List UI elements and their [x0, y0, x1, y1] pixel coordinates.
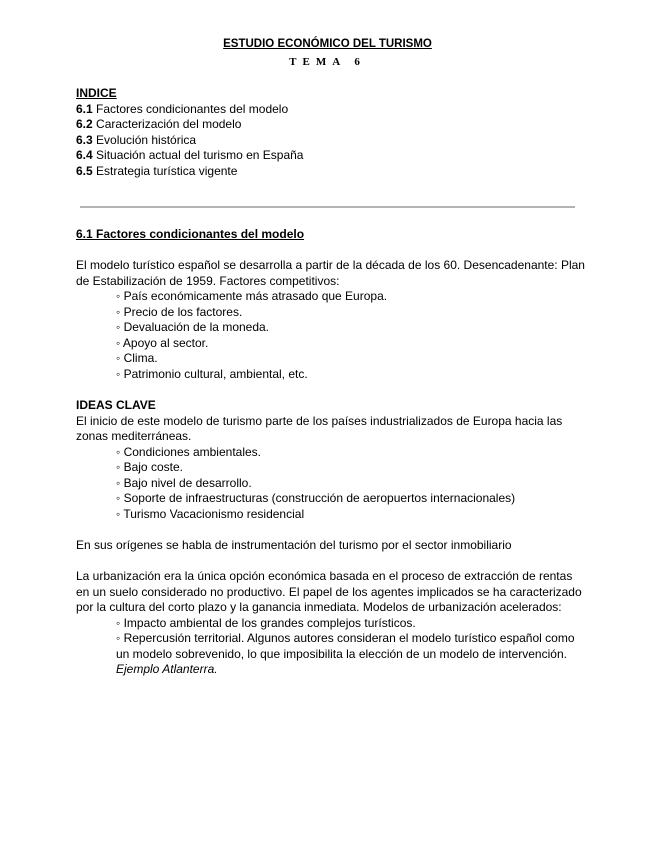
list-item: ◦ Precio de los factores.	[116, 304, 243, 319]
paragraph-line: La urbanización era la única opción económica basada en el proceso de extracción de rentas	[76, 569, 573, 583]
index-item	[76, 164, 586, 180]
index-item-number: 6.1	[76, 101, 93, 116]
list-item: ◦ Soporte de infraestructuras (construcción de aeropuertos internacionales)	[116, 491, 516, 505]
index-item	[76, 148, 586, 164]
index-heading: INDICE	[76, 86, 117, 100]
ideas-list	[116, 445, 596, 523]
paragraph-2	[76, 538, 596, 554]
ideas-heading: IDEAS CLAVE	[76, 398, 156, 412]
list-item: ◦ Apoyo al sector.	[116, 335, 209, 350]
index-section	[76, 86, 586, 179]
paragraph-line: El modelo turístico español se desarrolla a partir de la década de los 60. Desencadenante: Plan	[76, 258, 585, 272]
list-item: ◦ Condiciones ambientales.	[116, 444, 262, 459]
section-6-1-body	[76, 258, 596, 382]
index-item-number: 6.3	[76, 132, 93, 147]
list-item: ◦ Repercusión territorial. Algunos autores consideran el modelo turístico español como	[116, 631, 575, 645]
index-item	[76, 102, 586, 118]
list-item: ◦ País económicamente más atrasado que Europa.	[116, 289, 388, 303]
horizontal-divider	[80, 206, 575, 208]
index-item	[76, 117, 586, 133]
list-item: ◦ Impacto ambiental de los grandes complejos turísticos.	[116, 615, 416, 630]
paragraph-line: por la cultura del corto plazo y la ganancia inmediata. Modelos de urbanización acelerados:	[76, 600, 562, 614]
example-text: Ejemplo Atlanterra.	[116, 662, 218, 676]
paragraph-line: zonas mediterráneas.	[76, 429, 192, 443]
index-item-text: Estrategia turística vigente	[92, 163, 238, 178]
list-item: ◦ Bajo nivel de desarrollo.	[116, 475, 252, 490]
list-item: ◦ Bajo coste.	[116, 460, 183, 474]
index-item-number: 6.5	[76, 163, 93, 178]
paragraph-3	[76, 569, 596, 678]
ideas-clave-section	[76, 398, 596, 522]
paragraph-line: en un suelo considerado no productivo. El papel de los agentes implicados se ha caracterizado	[76, 584, 582, 599]
section-6-1	[76, 227, 586, 243]
index-item-text: Factores condicionantes del modelo	[92, 101, 289, 116]
factors-list	[116, 289, 596, 382]
list-item: ◦ Clima.	[116, 351, 158, 365]
section-heading: 6.1 Factores condicionantes del modelo	[76, 227, 305, 241]
list-item: ◦ Turismo Vacacionismo residencial	[116, 506, 305, 521]
index-item	[76, 133, 586, 149]
urbanization-list	[116, 616, 596, 678]
paragraph-line: En sus orígenes se habla de instrumentación del turismo por el sector inmobiliario	[76, 538, 512, 552]
paragraph-line: El inicio de este modelo de turismo parte de los países industrializados de Europa hacia las	[76, 413, 563, 428]
list-item: ◦ Patrimonio cultural, ambiental, etc.	[116, 366, 308, 381]
list-item: un modelo sobrevenido, lo que imposibilita la elección de un modelo de intervención.	[116, 646, 567, 661]
document-subtitle: TEMA 6	[289, 56, 366, 68]
index-item-text: Situación actual del turismo en España	[92, 148, 304, 162]
index-item-number: 6.2	[76, 117, 93, 131]
document-title: ESTUDIO ECONÓMICO DEL TURISMO	[223, 38, 432, 50]
index-item-number: 6.4	[76, 148, 93, 162]
index-item-text: Caracterización del modelo	[92, 117, 242, 131]
index-item-text: Evolución histórica	[92, 132, 197, 147]
paragraph-line: de Estabilización de 1959. Factores competitivos:	[76, 273, 340, 288]
list-item: ◦ Devaluación de la moneda.	[116, 320, 270, 334]
